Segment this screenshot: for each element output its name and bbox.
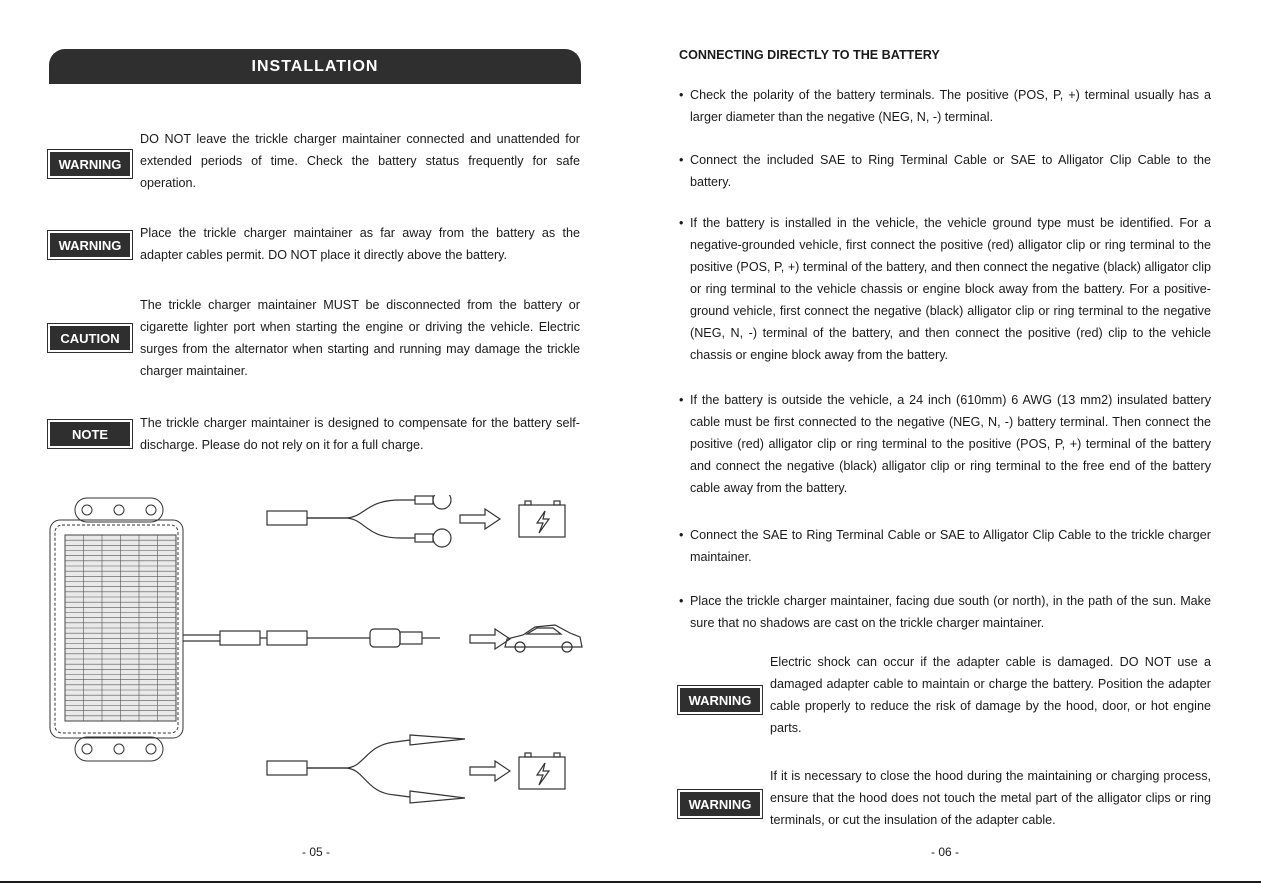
page-number: - 06 -: [931, 845, 960, 859]
list-item: • If the battery is outside the vehicle, a 24 inch (610mm) 6 AWG (13 mm2) insulated battery cable must be first connected to the negative (NEG, N, -) battery terminal. Then connect the positive (red) alligator clip or ring terminal to the positive (POS, P, +) terminal of the battery and connect the negative (black) alligator clip or ring terminal to the free end of the battery cable away from the battery.: [679, 389, 1211, 499]
list-item: • Place the trickle charger maintainer, facing due south (or north), in the path of the sun. Make sure that no shadows are cast on the trickle charger maintainer.: [679, 590, 1211, 634]
warning-badge: WARNING: [50, 233, 130, 257]
note-badge: NOTE: [50, 422, 130, 446]
warning-text: DO NOT leave the trickle charger maintainer connected and unattended for extended periods of time. Check the battery status frequently for safe operation.: [140, 132, 580, 190]
list-item: • If the battery is installed in the vehicle, the vehicle ground type must be identified. For a negative-grounded vehicle, first connect the positive (red) alligator clip or ring terminal to the positive (POS, P, +) terminal of the battery, and then connect the negative (black) alligator clip or ring terminal to the vehicle chassis or engine block away from the battery. For a positive-ground vehicle, first connect the negative (black) alligator clip or ring terminal to the negative (NEG, N, -) terminal of the battery, and then connect the positive (red) clip to the vehicle chassis or engine block away from the battery.: [679, 212, 1211, 366]
warning-badge: WARNING: [680, 688, 760, 712]
note-text: The trickle charger maintainer is designed to compensate for the battery self-discharge. Please do not rely on it for a full charge.: [140, 416, 580, 452]
list-item: • Check the polarity of the battery terminals. The positive (POS, P, +) terminal usually has a larger diameter than the negative (NEG, N, -) terminal.: [679, 84, 1211, 128]
warning-badge: WARNING: [680, 792, 760, 816]
warning-text: Place the trickle charger maintainer as far away from the battery as the adapter cables permit. DO NOT place it directly above the battery.: [140, 226, 580, 262]
list-item: • Connect the SAE to Ring Terminal Cable or SAE to Alligator Clip Cable to the trickle charger maintainer.: [679, 524, 1211, 568]
installation-banner: INSTALLATION: [49, 49, 581, 84]
caution-text: The trickle charger maintainer MUST be disconnected from the battery or cigarette lighter port when starting the engine or driving the vehicle. Electric surges from the alternator when starting and running may damage the trickle charger maintainer.: [140, 298, 580, 378]
warning-text: If it is necessary to close the hood during the maintaining or charging process, ensure that the hood does not touch the metal part of the alligator clips or ring terminals, or cut the insulation of the adapter cable.: [770, 769, 1211, 827]
warning-badge: WARNING: [50, 152, 130, 176]
section-title: CONNECTING DIRECTLY TO THE BATTERY: [679, 48, 940, 62]
page-number: - 05 -: [302, 845, 331, 859]
caution-badge: CAUTION: [50, 326, 130, 350]
warning-text: Electric shock can occur if the adapter cable is damaged. DO NOT use a damaged adapter cable to maintain or charge the battery. Position the adapter cable properly to reduce the risk of damage by the hood, door, or hot engine parts.: [770, 655, 1211, 735]
list-item: • Connect the included SAE to Ring Terminal Cable or SAE to Alligator Clip Cable to the battery.: [679, 149, 1211, 193]
